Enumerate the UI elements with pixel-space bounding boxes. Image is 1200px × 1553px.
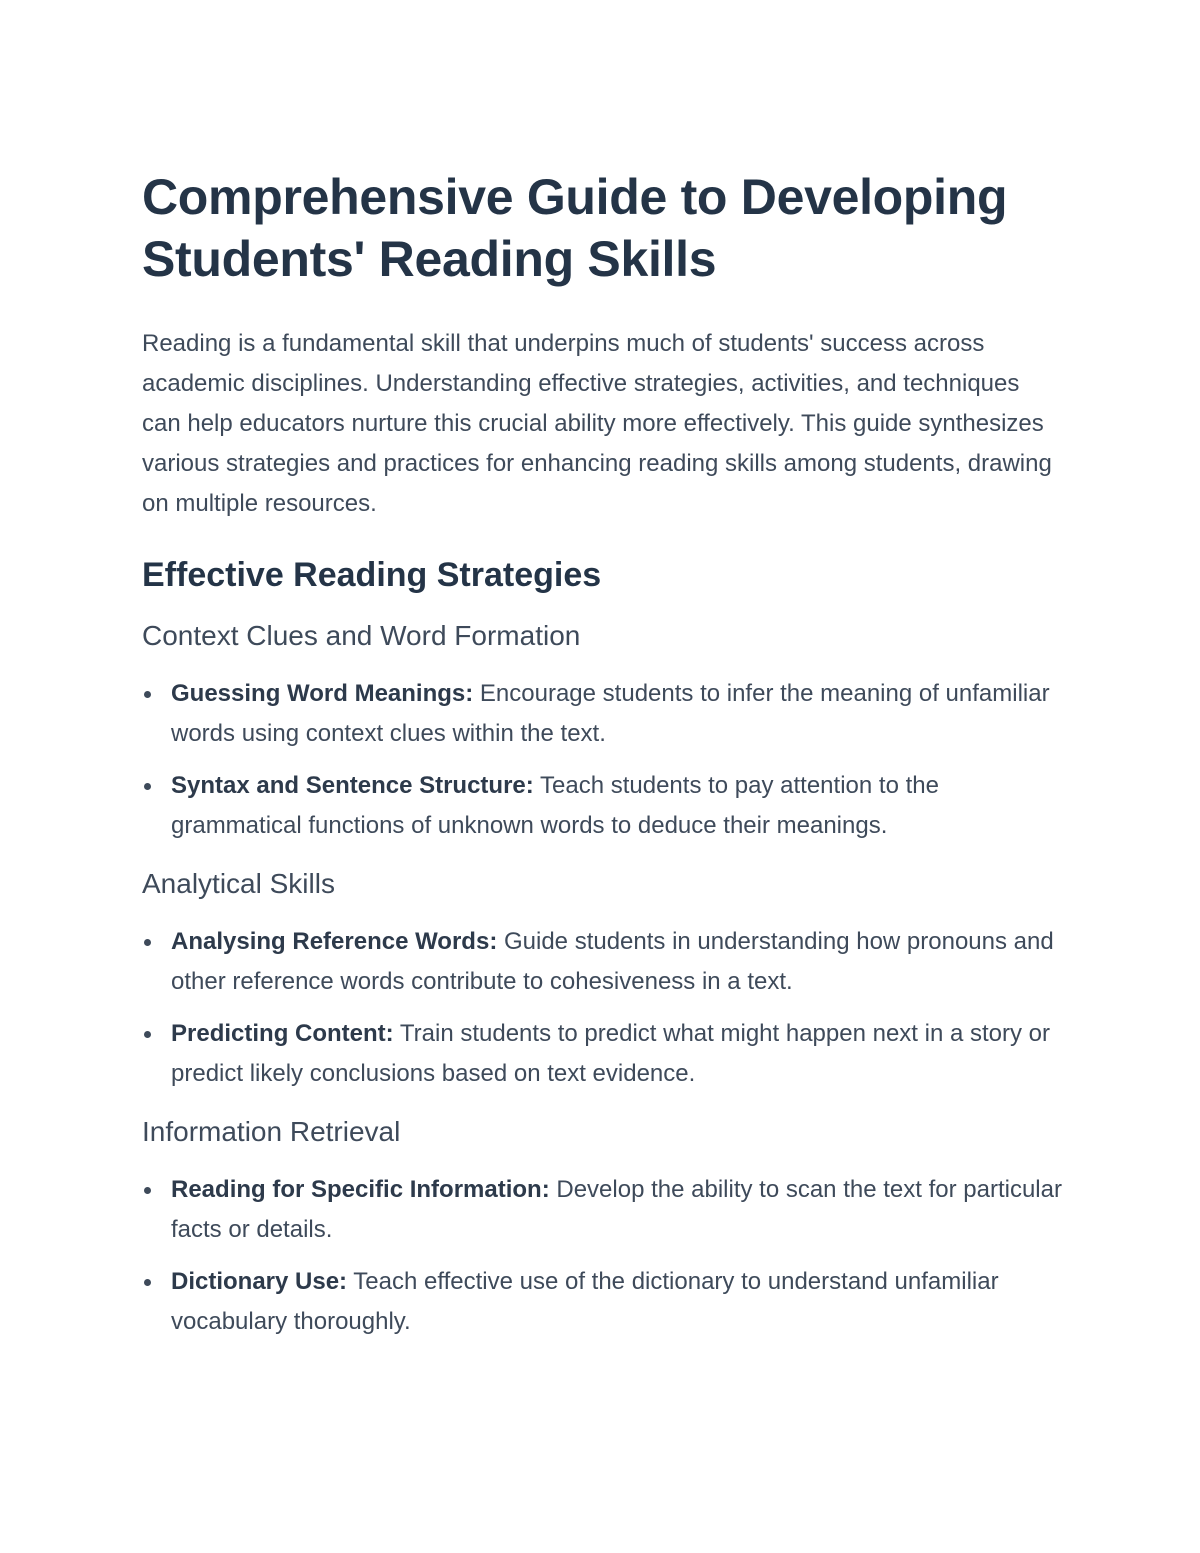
subsection-heading-context-clues: Context Clues and Word Formation: [142, 620, 581, 651]
document-title: Comprehensive Guide to Developing Students' Reading Skills: [142, 169, 1008, 287]
item-text: Develop the ability to scan the text for particular facts or details.: [171, 1176, 1062, 1243]
bullet-list: [142, 1170, 1062, 1342]
list-item: [142, 1014, 1062, 1094]
list-item: [142, 766, 1062, 846]
intro-paragraph: Reading is a fundamental skill that underpins much of students' success across academic disciplines. Understanding effective strategies, activities, and techniques can help educators nurture this crucial ability more effectively. This guide synthesizes various strategies and practices for enhancing reading skills among students, drawing on multiple resources.: [142, 330, 1052, 517]
bullet-icon: [144, 939, 151, 946]
item-term: Reading for Specific Information:: [171, 1176, 550, 1203]
bullet-list: [142, 674, 1062, 846]
item-term: Guessing Word Meanings:: [171, 680, 474, 707]
list-item: [142, 1262, 1062, 1342]
list-item: [142, 674, 1062, 754]
item-text: Teach students to pay attention to the grammatical functions of unknown words to deduce their meanings.: [171, 772, 939, 839]
subsection-heading-analytical-skills: Analytical Skills: [142, 868, 335, 899]
bullet-icon: [144, 1187, 151, 1194]
bullet-icon: [144, 783, 151, 790]
list-item: [142, 1170, 1062, 1250]
item-term: Dictionary Use:: [171, 1268, 348, 1295]
list-item: [142, 922, 1062, 1002]
subsection-heading-information-retrieval: Information Retrieval: [142, 1116, 401, 1147]
item-text: Guide students in understanding how pronouns and other reference words contribute to cohesiveness in a text.: [171, 928, 1054, 995]
bullet-icon: [144, 1279, 151, 1286]
item-term: Analysing Reference Words:: [171, 928, 498, 955]
item-term: Predicting Content:: [171, 1020, 394, 1047]
section-heading: Effective Reading Strategies: [142, 556, 602, 594]
item-term: Syntax and Sentence Structure:: [171, 772, 534, 799]
bullet-list: [142, 922, 1062, 1094]
item-text: Teach effective use of the dictionary to understand unfamiliar vocabulary thoroughly.: [171, 1268, 999, 1335]
bullet-icon: [144, 1031, 151, 1038]
item-text: Train students to predict what might happen next in a story or predict likely conclusions based on text evidence.: [171, 1020, 1051, 1087]
document-page: [142, 166, 1062, 1354]
bullet-icon: [144, 691, 151, 698]
item-text: Encourage students to infer the meaning of unfamiliar words using context clues within the text.: [171, 680, 1050, 747]
